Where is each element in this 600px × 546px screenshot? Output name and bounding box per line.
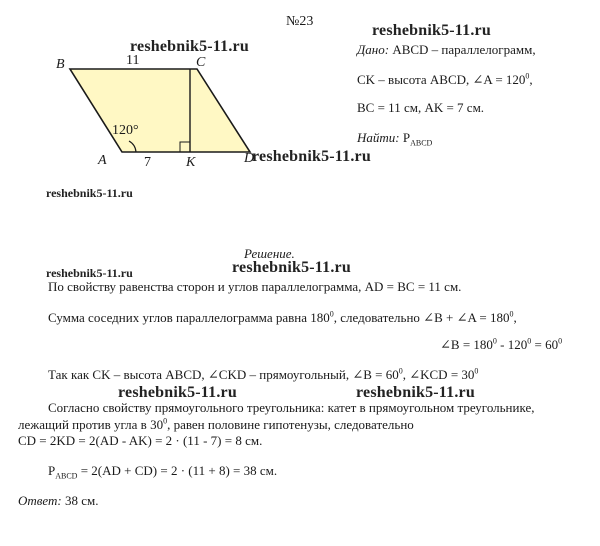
given-line-3: BC = 11 см, AK = 7 см. <box>357 100 485 115</box>
watermark: reshebnik5-11.ru <box>356 384 475 401</box>
answer-value: 38 см. <box>61 493 99 508</box>
solution-line-3: ∠B = $180^0 - 120^0 = 60^0$ <box>440 336 563 352</box>
parallelogram-figure <box>40 42 270 182</box>
label-angle: 120° <box>112 123 139 138</box>
watermark: reshebnik5-11.ru <box>372 22 491 39</box>
vertex-c: C <box>196 55 206 70</box>
parallelogram-abcd <box>70 69 250 152</box>
vertex-a: A <box>98 153 107 168</box>
watermark: reshebnik5-11.ru <box>130 38 249 55</box>
answer-line <box>18 493 99 509</box>
solution-line-4: Так как CK – высота ABCD, ∠CKD – прямоугольный, ∠B = $60^0$, ∠KCD = $30^0$ <box>48 366 479 382</box>
solution-line-5: Согласно свойству прямоугольного треугольника: катет в прямоугольном треугольнике, <box>48 400 535 415</box>
vertex-b: B <box>56 57 65 72</box>
vertex-d: D <box>244 151 255 166</box>
given-label: Дано: <box>357 42 390 57</box>
solution-line-1: По свойству равенства сторон и углов параллелограмма, AD = BC = 11 см. <box>48 279 462 294</box>
watermark: reshebnik5-11.ru <box>118 384 237 401</box>
solution-line-7: CD = 2KD = 2(AD - AK) = 2 · (11 - 7) = 8 см. <box>18 433 263 448</box>
watermark: reshebnik5-11.ru <box>46 186 133 200</box>
solution-heading: Решение. <box>244 246 295 261</box>
problem-number: №23 <box>286 14 314 29</box>
given-line-2: CK – высота ABCD, ∠A = $120^0$, <box>357 71 533 87</box>
watermark: reshebnik5-11.ru <box>252 148 371 165</box>
solution-line-2: Сумма соседних углов параллелограмма равна $180^0$, следовательно ∠B + ∠A = $180^0$, <box>48 309 517 325</box>
label-bc: 11 <box>126 53 140 68</box>
solution-line-6: лежащий против угла в $30^0$, равен половине гипотенузы, следовательно <box>18 416 414 432</box>
given-line-1: Дано: ABCD – параллелограмм, <box>357 42 536 57</box>
label-ak: 7 <box>144 155 151 170</box>
find-line: Найти: $P_{ABCD}$ <box>357 130 433 148</box>
answer-label: Ответ: <box>18 493 62 508</box>
vertex-k: K <box>186 155 196 170</box>
watermark: reshebnik5-11.ru <box>232 259 351 276</box>
solution-line-8: $P_{ABCD} = 2(AD + CD) = 2 \cdot (11 + 8) = 38$ см. <box>48 463 278 481</box>
find-label: Найти: <box>357 130 400 145</box>
watermark: reshebnik5-11.ru <box>46 266 133 280</box>
